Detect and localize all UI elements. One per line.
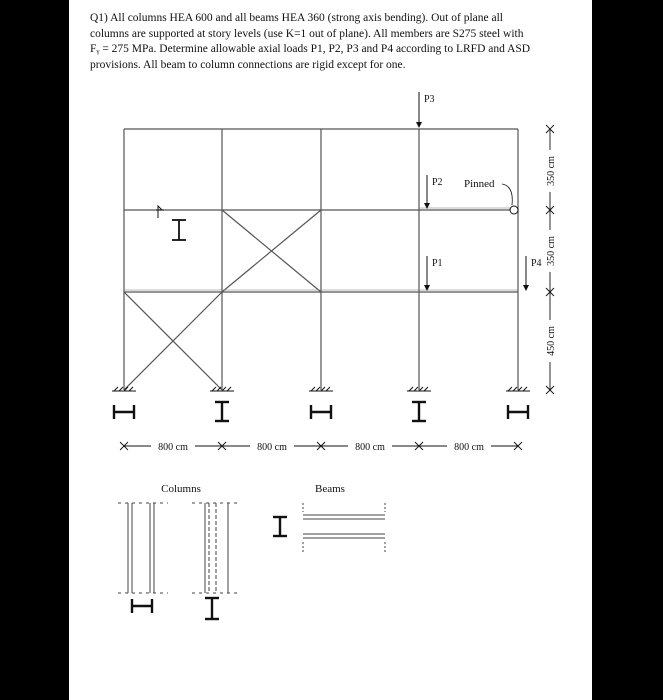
load-label-p1: P1: [432, 258, 443, 269]
section-symbol-upright-4: [412, 402, 426, 421]
question-line-4: provisions. All beam to column connections are rigid except for one.: [90, 58, 406, 71]
column-elevation-weak: [192, 503, 240, 593]
span-dimension-3: 800 cm: [355, 442, 385, 453]
section-symbol-upright: [205, 598, 219, 619]
beam-section-symbol: [273, 517, 287, 536]
question-line-1: Q1) All columns HEA 600 and all beams HEA 360 (strong axis bending). Out of plane all: [90, 12, 503, 24]
beam-elevation: [303, 503, 385, 552]
load-label-p4: P4: [531, 258, 542, 269]
height-dimension-2: 350 cm: [546, 236, 557, 266]
section-symbol-rotated-3: [311, 405, 331, 419]
section-symbol-rotated: [132, 599, 152, 613]
rotation-arrow-icon: [156, 206, 164, 218]
span-dimension-4: 800 cm: [454, 442, 484, 453]
height-dimension-1: 350 cm: [546, 156, 557, 186]
columns-legend-label: Columns: [161, 483, 201, 495]
frame-members: [124, 129, 518, 390]
pinned-hinge: [510, 206, 518, 214]
section-symbol-upright-2: [215, 402, 229, 421]
beams-legend-label: Beams: [315, 483, 345, 495]
question-line-2: columns are supported at story levels (use K=1 out of plane). All members are S275 steel with: [90, 27, 524, 40]
pinned-leader: [502, 184, 512, 205]
question-line-3: Fᵧ = 275 MPa. Determine allowable axial loads P1, P2, P3 and P4 according to LRFD and ASD: [90, 43, 531, 55]
column-elevation-strong: [118, 503, 168, 593]
column-orientation-symbols: [114, 402, 528, 421]
column-section-symbols: [132, 598, 219, 619]
pinned-label: Pinned: [464, 178, 495, 190]
out-of-plane-symbol: [172, 220, 186, 240]
height-dimension-3: 450 cm: [546, 326, 557, 356]
span-dimension-1: 800 cm: [158, 442, 188, 453]
section-symbol-rotated-1: [114, 405, 134, 419]
section-symbol-rotated-5: [508, 405, 528, 419]
load-label-p2: P2: [432, 177, 443, 188]
load-label-p3: P3: [424, 94, 435, 105]
span-dimension-2: 800 cm: [257, 442, 287, 453]
